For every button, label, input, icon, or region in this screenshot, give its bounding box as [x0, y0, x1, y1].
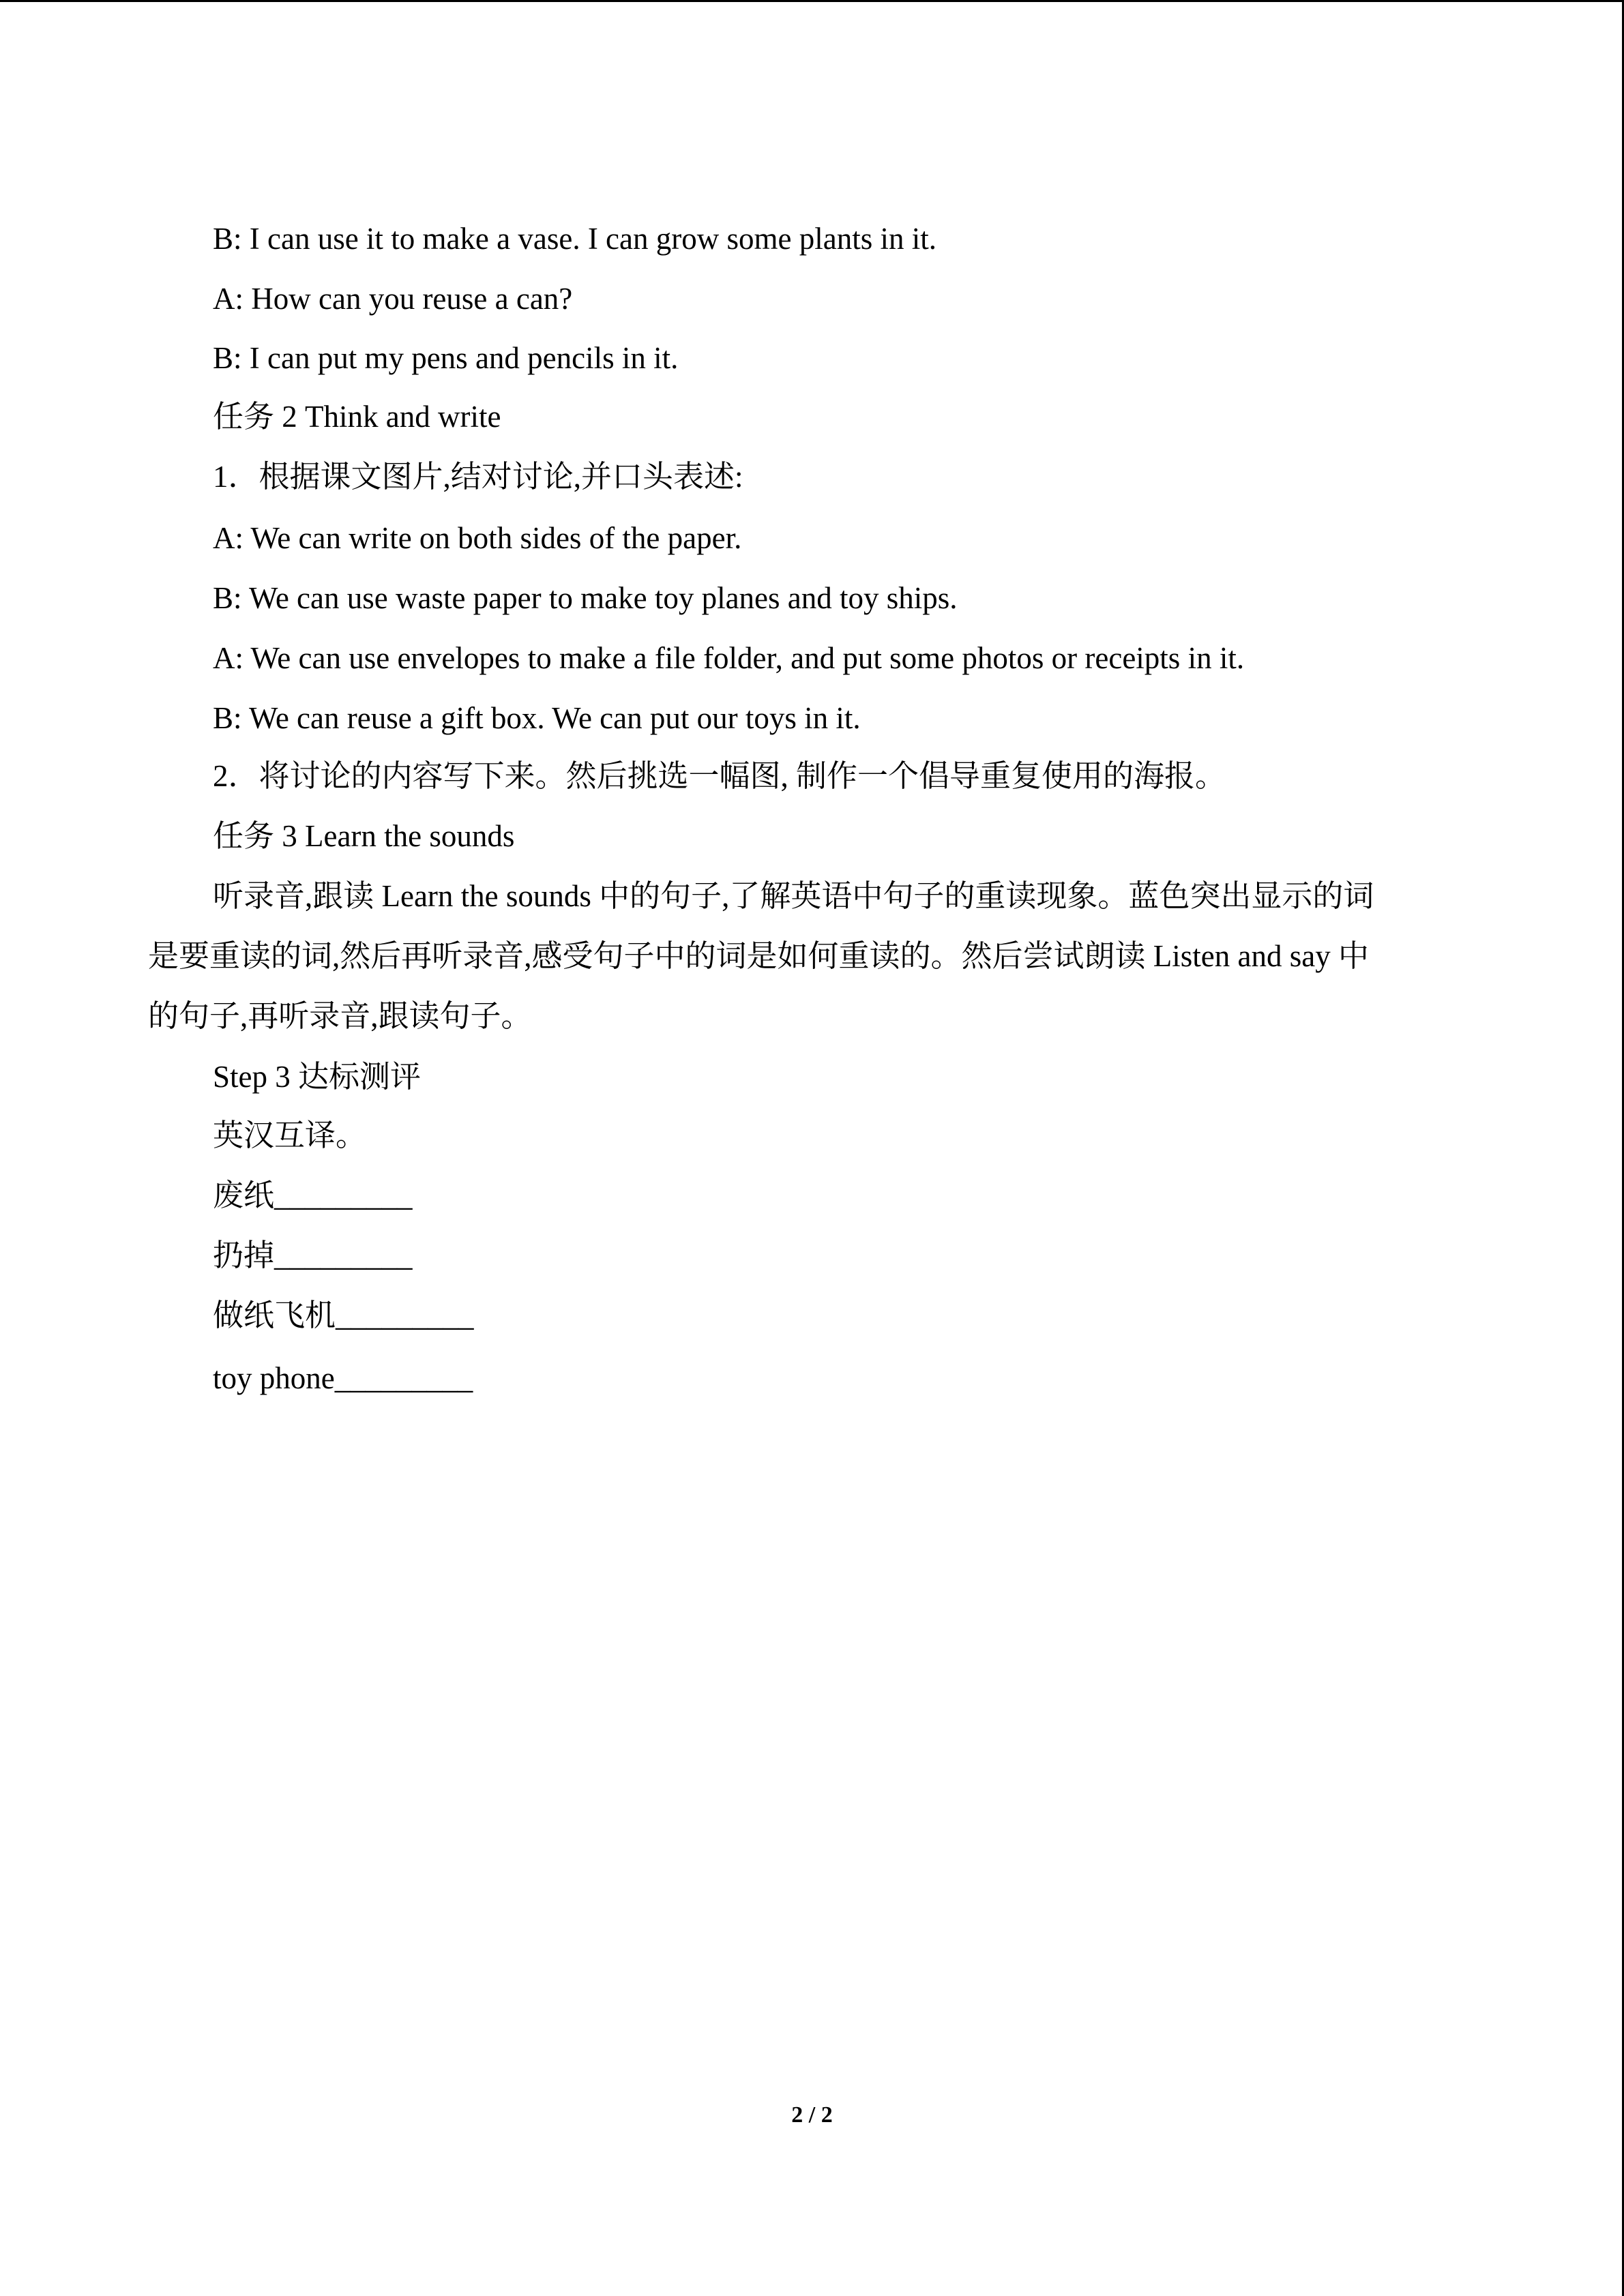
exercise-item: 废纸_________: [213, 1178, 413, 1212]
exercise-item: 扔掉_________: [213, 1238, 413, 1272]
dialogue-line: B: We can use waste paper to make toy planes and toy ships.: [213, 581, 958, 615]
exercise-item: 做纸飞机_________: [213, 1298, 474, 1332]
instruction-line: 1．根据课文图片,结对讨论,并口头表述:: [213, 460, 743, 494]
task-heading: 任务 2 Think and write: [213, 400, 501, 434]
exercise-item: toy phone_________: [213, 1361, 473, 1395]
dialogue-line: A: We can use envelopes to make a file folder, and put some photos or receipts in it.: [213, 641, 1245, 675]
paragraph-line: 的句子,再听录音,跟读句子。: [148, 999, 532, 1033]
dialogue-line: B: I can use it to make a vase. I can grow some plants in it.: [213, 222, 936, 256]
task-heading: 任务 3 Learn the sounds: [213, 819, 515, 853]
paragraph-line: 听录音,跟读 Learn the sounds 中的句子,了解英语中句子的重读现象。蓝色突出显示的词: [213, 879, 1374, 913]
dialogue-line: A: We can write on both sides of the paper.: [213, 521, 742, 555]
dialogue-line: A: How can you reuse a can?: [213, 282, 573, 316]
exercise-title: 英汉互译。: [213, 1118, 367, 1152]
dialogue-line: B: I can put my pens and pencils in it.: [213, 341, 679, 375]
dialogue-line: B: We can reuse a gift box. We can put our toys in it.: [213, 701, 861, 735]
step-heading: Step 3 达标测评: [213, 1060, 422, 1094]
instruction-line: 2．将讨论的内容写下来。然后挑选一幅图, 制作一个倡导重复使用的海报。: [213, 759, 1226, 793]
page-number: 2 / 2: [791, 2102, 833, 2128]
top-border: [0, 0, 1624, 2]
paragraph-line: 是要重读的词,然后再听录音,感受句子中的词是如何重读的。然后尝试朗读 Listen and say 中: [148, 939, 1369, 973]
